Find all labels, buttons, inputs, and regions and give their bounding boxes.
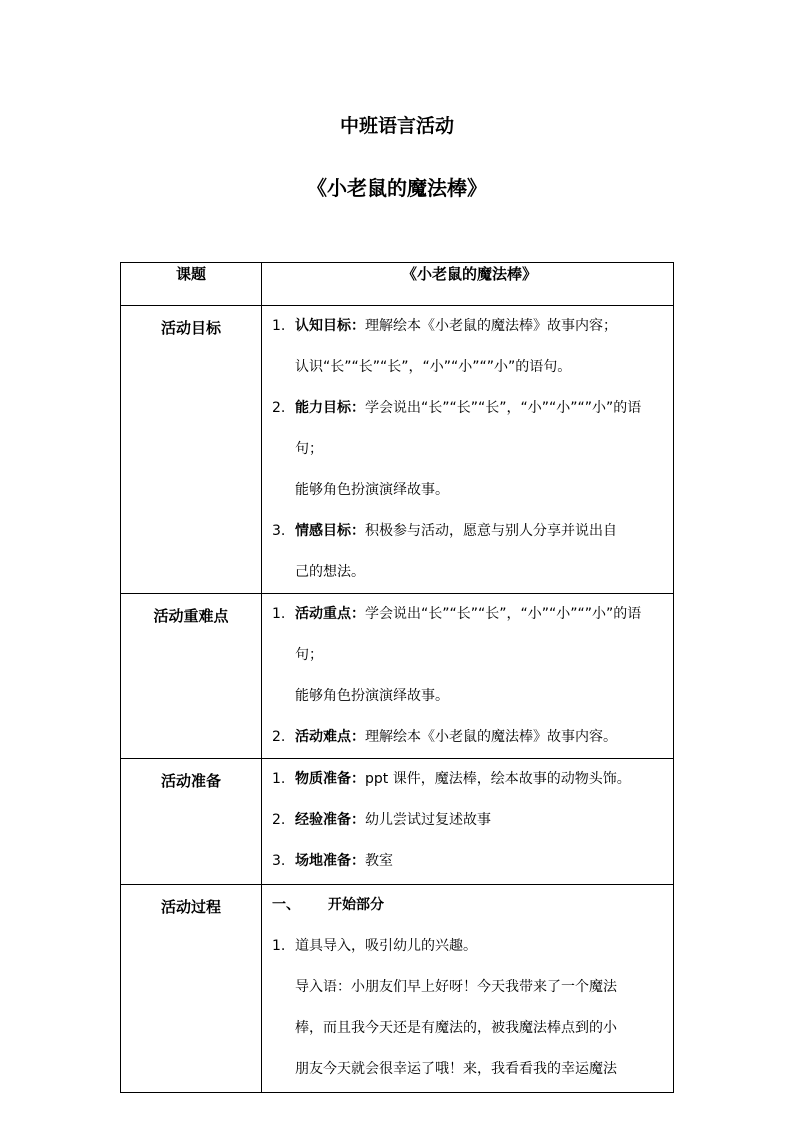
goals-content-cell <box>262 306 674 594</box>
item-number: 2. <box>272 729 286 745</box>
prep-label: 活动准备 <box>160 772 221 790</box>
list-item <box>272 388 667 470</box>
prep-label-cell <box>121 759 262 885</box>
item-text: 学会说出“长”“长”“长”，“小”“小”“”小”的语句； <box>295 400 642 457</box>
list-item <box>272 306 667 347</box>
process-label-cell <box>121 885 262 1093</box>
process-label: 活动过程 <box>160 898 221 916</box>
item-key: 活动重点： <box>295 606 365 622</box>
item-text: 积极参与活动，愿意与别人分享并说出自 <box>365 523 617 539</box>
item-number: 3. <box>272 523 286 539</box>
item-key: 场地准备： <box>295 853 365 869</box>
table-row-prep <box>121 759 674 885</box>
list-item <box>272 800 667 841</box>
item-key: 经验准备： <box>295 812 365 828</box>
page-subtitle: 《小老鼠的魔法棒》 <box>307 176 487 200</box>
list-item <box>272 511 667 552</box>
focus-label: 活动重难点 <box>153 607 229 625</box>
paragraph-line: 导入语：小朋友们早上好呀！今天我带来了一个魔法 <box>295 979 617 995</box>
item-number: 1. <box>272 771 286 787</box>
item-continuation: 能够角色扮演演绎故事。 <box>295 688 449 704</box>
page-title: 中班语言活动 <box>339 115 454 137</box>
section-heading <box>272 885 667 926</box>
item-key: 活动难点： <box>295 729 365 745</box>
item-key: 物质准备： <box>295 771 365 787</box>
topic-value-cell <box>262 263 674 306</box>
item-number: 3. <box>272 853 286 869</box>
list-item <box>272 717 667 758</box>
item-continuation: 能够角色扮演演绎故事。 <box>295 482 449 498</box>
paragraph-line: 棒，而且我今天还是有魔法的，被我魔法棒点到的小 <box>295 1020 617 1036</box>
item-key: 情感目标： <box>295 523 365 539</box>
list-item <box>272 759 667 800</box>
item-text: 教室 <box>365 853 393 869</box>
section-mark: 一、 <box>272 897 300 913</box>
section-title: 开始部分 <box>328 897 384 913</box>
item-key: 能力目标： <box>295 400 365 416</box>
item-text: 学会说出“长”“长”“长”，“小”“小”“”小”的语句； <box>295 606 642 663</box>
focus-label-cell <box>121 594 262 759</box>
goals-label-cell <box>121 306 262 594</box>
item-continuation: 认识“长”“长”“长”，“小”“小”“”小”的语句。 <box>295 359 572 375</box>
item-text: 理解绘本《小老鼠的魔法棒》故事内容。 <box>365 729 617 745</box>
list-item <box>272 926 667 967</box>
topic-label: 课题 <box>175 265 206 283</box>
list-item <box>272 841 667 882</box>
topic-value: 《小老鼠的魔法棒》 <box>401 265 537 283</box>
process-content-cell <box>262 885 674 1093</box>
item-number: 2. <box>272 400 286 416</box>
item-number: 1. <box>272 606 286 622</box>
item-text: ppt 课件，魔法棒，绘本故事的动物头饰。 <box>365 771 631 787</box>
table-row-focus <box>121 594 674 759</box>
item-number: 1. <box>272 318 286 334</box>
table-row-topic <box>121 263 674 306</box>
lesson-plan-table <box>120 262 674 1093</box>
item-number: 2. <box>272 812 286 828</box>
item-number: 1. <box>272 938 286 954</box>
item-text: 理解绘本《小老鼠的魔法棒》故事内容； <box>365 318 617 334</box>
list-item <box>272 594 667 676</box>
prep-content-cell <box>262 759 674 885</box>
item-text: 道具导入，吸引幼儿的兴趣。 <box>295 938 477 954</box>
topic-label-cell <box>121 263 262 306</box>
focus-content-cell <box>262 594 674 759</box>
table-row-process <box>121 885 674 1093</box>
paragraph-line: 朋友今天就会很幸运了哦！来，我看看我的幸运魔法 <box>295 1061 617 1077</box>
table-row-goals <box>121 306 674 594</box>
item-continuation: 己的想法。 <box>295 564 365 580</box>
goals-label: 活动目标 <box>160 319 221 337</box>
item-key: 认知目标： <box>295 318 365 334</box>
item-text: 幼儿尝试过复述故事 <box>365 812 491 828</box>
